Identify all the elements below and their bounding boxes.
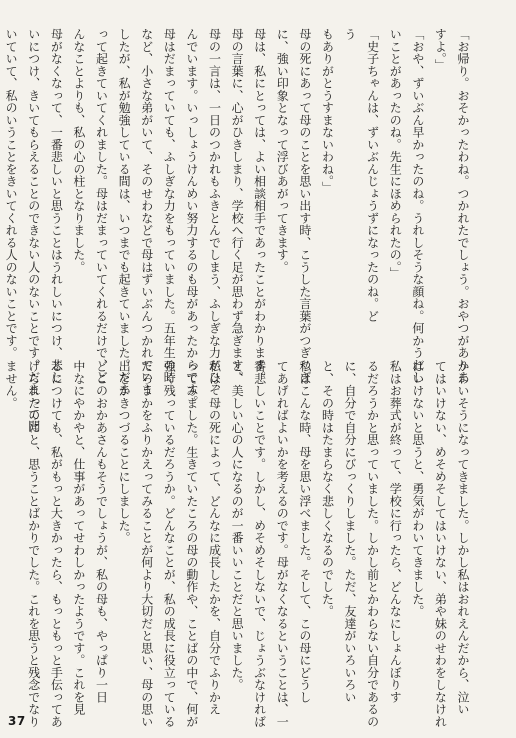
text-line: 母の死にあって母のことを思い出す時、こうした言葉がつぎつぎ (297, 28, 312, 384)
text-line: と、美しい心の人になるのが一番いいことだと思いました。 (230, 360, 245, 691)
text-line: 強く残っているだろうか。どんなことが、私の成長に役立っている (162, 360, 177, 728)
text-line: 母の一言は、一日のつかれもふきとんでしまう、ふしぎな力がひそ (207, 28, 222, 396)
text-line: るにつけても、私がもっと大きかったら、もっともっと手伝ってあ (49, 360, 64, 728)
text-line: 私はお葬式が終って、学校に行ったら、どんなにしょんぼりす (388, 360, 403, 703)
text-line: に、自分で自分にびっくりしました。ただ、友達がいろいろい (343, 360, 358, 703)
page-number: 37 (8, 714, 26, 728)
text-line: 番悲しいことです。しかし、めそめそしないで、じょうぶなければ (252, 360, 267, 728)
text-line: と、その時はたまらなく悲しくなるのでした。 (320, 360, 335, 618)
text-line: う (343, 28, 358, 41)
text-line: ばいけないと思うと、勇気がわいてきました。 (410, 360, 425, 618)
text-line: 中なにやかやと、仕事があってせわしかったようです。これを見 (71, 360, 86, 716)
text-line: すよ。」 (433, 28, 448, 71)
text-line: 私はこんな時、母を思い浮べました。そして、この母にどうし (297, 360, 312, 703)
text-line: だろうかをふりかえってみることが何より大切だと思い、母の思い (139, 360, 154, 728)
text-line: 母はだまっていても、ふしぎな力をもっていました。五年生の時 (162, 28, 177, 384)
text-line: 私は、母の死によって、どんなに成長したかを、自分でふりかえ (207, 360, 222, 716)
text-line: いていて、私のいうことをきいてくれる人のないことです。 (4, 28, 19, 359)
text-line: 母がなくなって、一番悲しいと思うことはうれしいにつけ、悲し (49, 28, 64, 384)
text-line: 母は、私にとっては、よい相談相手であったことがわかります。 (252, 28, 267, 384)
text-line: ってみました。生きていたころの母の動作や、ことばの中で、何が (184, 360, 199, 728)
text-line: など、小さな弟がいて、そのせわなどで母はずいぶんつかれていま (139, 28, 154, 396)
text-line: ません。 (4, 360, 19, 409)
text-line: かわいそうになってきました。しかし私はおれえんだから、泣い (456, 360, 470, 716)
text-line: てあげればよいかを考えるのです。母がなくなるということは、一 (275, 360, 290, 728)
text-line: もありがとうすまないわね。」 (320, 28, 335, 194)
text-line: いことがあったのね。先生にほめられたの。」 (388, 28, 403, 280)
text-line: てはいけない、めそめそしてはいけない、弟や妹のせわをしなけれ (433, 360, 448, 728)
text-line: 「おや、ずいぶん早かったのね。うれしそうな顔ね。何かうれし (410, 28, 425, 384)
text-line: 「お帰り。おそかったわね。つかれたでしょう。おやつがありま (456, 28, 470, 384)
text-line: げられたのにと、思うことばかりでした。これを思うと残念でなり (26, 360, 41, 728)
text-line: したが、私が勉強している間は、いつまでも起きていました。だま (117, 28, 132, 396)
text-line: 出をかきつづることにしました。 (117, 360, 132, 544)
text-line: 「史子ちゃんは、ずいぶんじょうずになったのね。ど (365, 28, 380, 322)
text-line: どこのおかあさんもそうでしょうが、私の母も、やっぱり一日 (94, 360, 109, 703)
text-line: って起きていてくれました。母はだまっていてくれるだけで、ど (94, 28, 109, 384)
text-line: いにつけ、きいてもらえることのできない人のないことです。だまって聞 (26, 28, 41, 433)
text-line: 母の言葉に、心がひきしまり、学校へ行く足が思わず急ぎます。 (230, 28, 245, 384)
text-line: んでいます。いっしょうけんめい努力するのも母があったからです。 (184, 28, 199, 408)
text-line: るだろうかと思っていました。しかし前とかわらない自分であるの (365, 360, 380, 728)
text-line: に、強い印象となって浮びあがってきます。 (275, 28, 290, 273)
text-line: んなことよりも、私の心の柱となりました。 (71, 28, 86, 273)
